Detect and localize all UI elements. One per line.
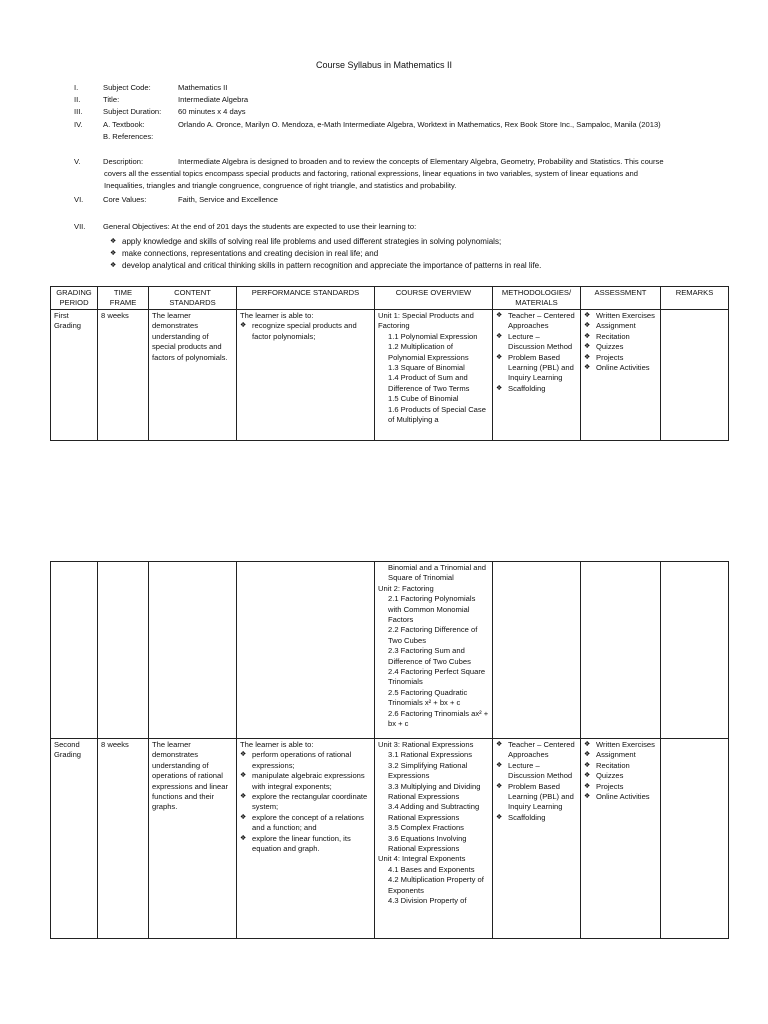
topic: 2.1 Factoring Polynomials with Common Monomial Factors: [388, 594, 476, 625]
core-values-label: Core Values:: [103, 195, 147, 204]
assessment-item: ❖ Online Activities: [584, 792, 650, 802]
topic: 1.1 Polynomial Expression: [388, 331, 478, 341]
table-row-first-grading: [51, 310, 729, 441]
cell-content-standards: The learner demonstrates understanding of special products and factors of polynomials.: [149, 310, 237, 441]
description-line-3: Inequalities, triangles and triangle congruence, congruence of right triangle, and statistics and probability.: [104, 181, 457, 190]
diamond-bullet-icon: ❖: [496, 761, 503, 769]
description-label: Description:: [103, 157, 144, 166]
topic: 2.3 Factoring Sum and Difference of Two Cubes: [388, 646, 471, 666]
description-line-1: Intermediate Algebra is designed to broaden and to review the concepts of Elementary Algebra, Geometry, Probability and Statistics. This course: [178, 157, 664, 166]
diamond-bullet-icon: ❖: [584, 782, 591, 790]
cell-period: Second Grading: [51, 739, 98, 939]
diamond-bullet-icon: ❖: [584, 761, 591, 769]
document-title: Course Syllabus in Mathematics II: [315, 60, 453, 70]
info-label: B. References:: [103, 132, 154, 141]
topic: 1.2 Multiplication of Polynomial Expressions: [388, 342, 469, 362]
assessment-item: ❖ Projects: [584, 352, 624, 362]
cell-time: 8 weeks: [98, 310, 149, 441]
syllabus-table-part-1: [50, 286, 729, 441]
diamond-bullet-icon: ❖: [240, 322, 247, 330]
info-number: III.: [74, 107, 83, 116]
info-label: A. Textbook:: [103, 120, 145, 129]
diamond-bullet-icon: ❖: [584, 751, 591, 759]
method-item: ❖ Scaffolding: [496, 383, 546, 393]
topic: 3.6 Equations Involving Rational Expressions: [388, 833, 467, 854]
assessment-item: ❖ Written Exercises: [584, 311, 655, 320]
diamond-bullet-icon: ❖: [110, 262, 117, 269]
diamond-bullet-icon: ❖: [496, 353, 503, 361]
topic: 4.3 Division Property of: [388, 896, 467, 906]
diamond-bullet-icon: ❖: [584, 772, 591, 780]
objective-item: [104, 260, 704, 272]
cell-performance-standards: [237, 739, 375, 939]
cell-period: [51, 562, 98, 739]
topic: 1.6 Products of Special Case of Multiplying a: [388, 404, 486, 425]
objective-text: make connections, representations and creating decision in real life; and: [122, 249, 379, 258]
table-header-row: [51, 287, 729, 310]
diamond-bullet-icon: ❖: [496, 384, 503, 392]
cell-course-overview: [375, 310, 493, 441]
cell-time: 8 weeks: [98, 739, 149, 939]
assessment-item: ❖ Recitation: [584, 331, 630, 341]
core-values-value: Faith, Service and Excellence: [178, 195, 279, 204]
topic: Binomial and a Trinomial and Square of Trinomial: [388, 563, 486, 583]
cell-remarks: [661, 562, 729, 739]
cell-remarks: [661, 310, 729, 441]
diamond-bullet-icon: ❖: [240, 793, 247, 801]
info-value: Orlando A. Oronce, Marilyn O. Mendoza, e-Math Intermediate Algebra, Worktext in Mathematics, Rex Book Store Inc., Sampaloc, Manila (2013): [178, 120, 661, 129]
cell-period: First Grading: [51, 310, 98, 441]
cell-assessment: [581, 310, 661, 441]
objective-text: apply knowledge and skills of solving real life problems and used different strategies in solving polynomials;: [122, 237, 502, 246]
diamond-bullet-icon: ❖: [496, 782, 503, 790]
header-assessment: ASSESSMENT: [581, 287, 661, 310]
method-item: ❖ Teacher – Centered Approaches: [496, 740, 575, 760]
cell-content-standards: The learner demonstrates understanding of operations of rational expressions and linear functions and their graphs.: [149, 739, 237, 939]
diamond-bullet-icon: ❖: [496, 741, 503, 748]
topic: 2.4 Factoring Perfect Square Trinomials: [388, 667, 486, 687]
objective-item: [104, 248, 704, 260]
cell-content-standards: [149, 562, 237, 739]
description-number: V.: [74, 157, 81, 166]
unit-title: Unit 3: Rational Expressions: [378, 740, 474, 749]
performance-intro: The learner is able to:: [240, 311, 314, 320]
info-number: IV.: [74, 120, 83, 129]
performance-intro: The learner is able to:: [240, 740, 314, 749]
diamond-bullet-icon: ❖: [496, 813, 503, 821]
cell-assessment: [581, 562, 661, 739]
diamond-bullet-icon: ❖: [584, 741, 591, 748]
diamond-bullet-icon: ❖: [584, 332, 591, 340]
cell-methodologies: [493, 310, 581, 441]
info-value: Intermediate Algebra: [178, 95, 249, 104]
topic: 1.3 Square of Binomial: [388, 363, 465, 373]
assessment-item: ❖ Quizzes: [584, 342, 624, 352]
info-value: Mathematics II: [178, 83, 228, 92]
syllabus-table-part-2: [50, 561, 729, 939]
assessment-item: ❖ Recitation: [584, 760, 630, 770]
objectives-list: [104, 236, 704, 272]
topic: 3.4 Adding and Subtracting Rational Expressions: [388, 802, 480, 822]
diamond-bullet-icon: ❖: [110, 238, 117, 245]
assessment-item: ❖ Quizzes: [584, 771, 624, 781]
topic: 1.4 Product of Sum and Difference of Two Terms: [388, 373, 470, 393]
diamond-bullet-icon: ❖: [584, 364, 591, 372]
topic: 3.5 Complex Fractions: [388, 823, 464, 833]
cell-remarks: [661, 739, 729, 939]
info-number: II.: [74, 95, 81, 104]
header-methodologies: METHODOLOGIES/ MATERIALS: [493, 287, 581, 310]
diamond-bullet-icon: ❖: [496, 312, 503, 319]
assessment-item: ❖ Online Activities: [584, 363, 650, 373]
performance-item: ❖ explore the linear function, its equation and graph.: [240, 833, 351, 854]
header-remarks: REMARKS: [661, 287, 729, 310]
table-row-continued: [51, 562, 729, 739]
assessment-item: ❖ Written Exercises: [584, 740, 655, 749]
cell-assessment: [581, 739, 661, 939]
diamond-bullet-icon: ❖: [584, 343, 591, 351]
diamond-bullet-icon: ❖: [584, 793, 591, 801]
cell-course-overview: [375, 739, 493, 939]
cell-course-overview: [375, 562, 493, 739]
header-course-overview: COURSE OVERVIEW: [375, 287, 493, 310]
info-label: Title:: [103, 95, 120, 104]
cell-methodologies: [493, 562, 581, 739]
topic: 4.2 Multiplication Property of Exponents: [388, 875, 484, 895]
topic: 3.2 Simplifying Rational Expressions: [388, 760, 468, 781]
header-performance-standards: PERFORMANCE STANDARDS: [237, 287, 375, 310]
unit-title: Unit 1: Special Products and Factoring: [378, 311, 474, 331]
description-line-2: covers all the essential topics encompass special products and factoring, rational expressions, linear equations in two variables, system of linear equations and: [104, 169, 638, 178]
cell-performance-standards: [237, 310, 375, 441]
info-value: 60 minutes x 4 days: [178, 107, 246, 116]
info-label: Subject Code:: [103, 83, 151, 92]
header-grading-period: GRADING PERIOD: [51, 287, 98, 310]
method-item: ❖ Lecture – Discussion Method: [496, 331, 573, 352]
objectives-number: VII.: [74, 222, 86, 231]
assessment-item: ❖ Assignment: [584, 321, 636, 331]
method-item: ❖ Problem Based Learning (PBL) and Inquiry Learning: [496, 781, 574, 812]
header-content-standards: CONTENT STANDARDS: [149, 287, 237, 310]
method-item: ❖ Teacher – Centered Approaches: [496, 311, 575, 331]
topic: 2.6 Factoring Trinomials ax² + bx + c: [388, 708, 489, 729]
method-item: ❖ Scaffolding: [496, 812, 546, 822]
diamond-bullet-icon: ❖: [496, 332, 503, 340]
unit-title: Unit 2: Factoring: [378, 583, 434, 593]
cell-time: [98, 562, 149, 739]
method-item: ❖ Lecture – Discussion Method: [496, 760, 573, 781]
performance-item: ❖ explore the rectangular coordinate system;: [240, 792, 368, 812]
topic: 1.5 Cube of Binomial: [388, 394, 459, 404]
table-row-second-grading: [51, 739, 729, 939]
header-time-frame: TIME FRAME: [98, 287, 149, 310]
topic: 2.2 Factoring Difference of Two Cubes: [388, 625, 478, 645]
performance-item: ❖ perform operations of rational expressions;: [240, 750, 352, 770]
diamond-bullet-icon: ❖: [110, 250, 117, 257]
performance-item: ❖ manipulate algebraic expressions with integral exponents;: [240, 771, 365, 791]
topic: 3.1 Rational Expressions: [388, 750, 472, 760]
info-label: Subject Duration:: [103, 107, 162, 116]
topic: 3.3 Multiplying and Dividing Rational Expressions: [388, 781, 481, 802]
core-values-number: VI.: [74, 195, 84, 204]
performance-item: ❖ explore the concept of a relations and a function; and: [240, 812, 364, 833]
assessment-item: ❖ Projects: [584, 781, 624, 791]
topic: 4.1 Bases and Exponents: [388, 864, 475, 874]
unit-title: Unit 4: Integral Exponents: [378, 854, 466, 864]
diamond-bullet-icon: ❖: [240, 751, 247, 759]
method-item: ❖ Problem Based Learning (PBL) and Inquiry Learning: [496, 352, 574, 383]
objective-text: develop analytical and critical thinking skills in pattern recognition and appreciate the importance of patterns in real life.: [122, 261, 542, 270]
topic: 2.5 Factoring Quadratic Trinomials x² + bx + c: [388, 687, 468, 708]
diamond-bullet-icon: ❖: [240, 772, 247, 780]
diamond-bullet-icon: ❖: [240, 834, 247, 842]
objective-item: [104, 236, 704, 248]
performance-item: ❖ recognize special products and factor polynomials;: [240, 321, 357, 341]
diamond-bullet-icon: ❖: [584, 353, 591, 361]
assessment-item: ❖ Assignment: [584, 750, 636, 760]
diamond-bullet-icon: ❖: [584, 322, 591, 330]
objectives-text: General Objectives: At the end of 201 days the students are expected to use their learning to:: [103, 222, 417, 231]
cell-performance-standards: [237, 562, 375, 739]
info-number: I.: [74, 83, 79, 92]
diamond-bullet-icon: ❖: [240, 813, 247, 821]
cell-methodologies: [493, 739, 581, 939]
diamond-bullet-icon: ❖: [584, 312, 591, 319]
